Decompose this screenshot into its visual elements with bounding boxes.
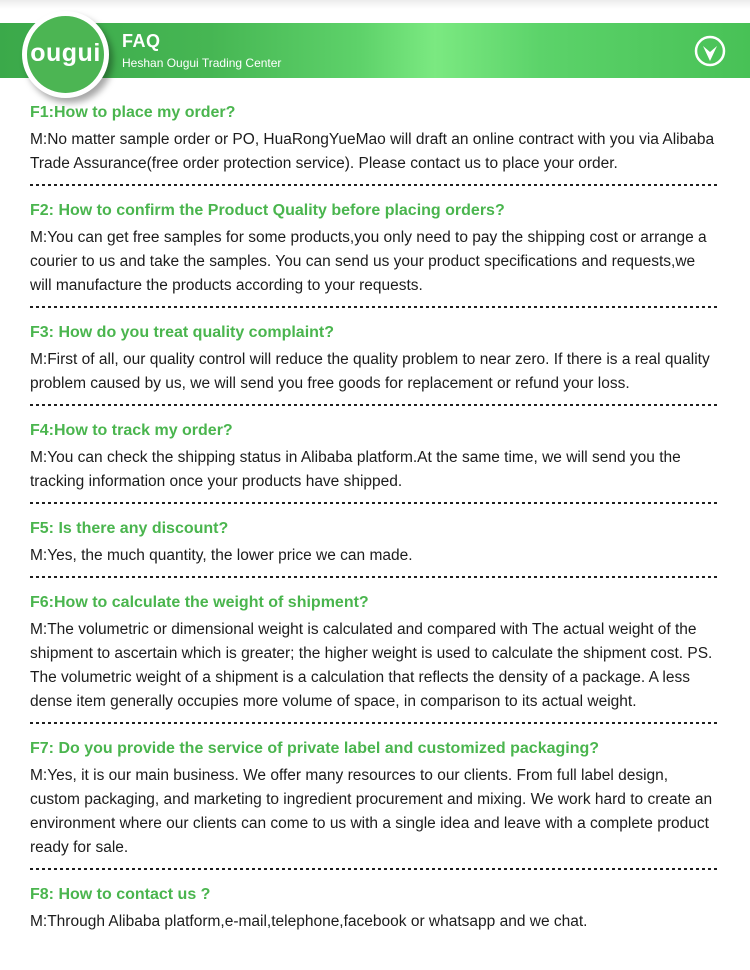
faq-item: [30, 870, 720, 942]
faq-answer: M:Through Alibaba platform,e-mail,telephone,facebook or whatsapp and we chat.: [30, 913, 588, 930]
faq-answer: M:No matter sample order or PO, HuaRongYueMao will draft an online contract with you via Alibaba Trade Assurance(free order protection service). Please contact us to place your order.: [30, 131, 715, 172]
faq-item: [30, 724, 720, 868]
faq-answer: M:You can get free samples for some products,you only need to pay the shipping cost or arrange a courier to us and take the samples. You can send us your product specifications and requests,we will manufacture the products according to your requests.: [30, 229, 707, 294]
faq-question: F4:How to track my order?: [30, 422, 233, 439]
chevron-down-icon[interactable]: [694, 35, 726, 67]
faq-item: [30, 406, 720, 502]
faq-question: F7: Do you provide the service of private label and customized packaging?: [30, 740, 600, 757]
faq-list: [30, 78, 720, 942]
faq-item: [30, 308, 720, 404]
faq-question: F3: How do you treat quality complaint?: [30, 324, 335, 341]
top-gap: [0, 9, 750, 23]
faq-question: F6:How to calculate the weight of shipment?: [30, 594, 369, 611]
company-logo: [22, 11, 109, 98]
faq-answer: M:First of all, our quality control will reduce the quality problem to near zero. If there is a real quality problem caused by us, we will send you free goods for replacement or refund your loss.: [30, 351, 710, 392]
faq-question: F1:How to place my order?: [30, 104, 236, 121]
logo-text: ougui: [30, 39, 101, 67]
faq-answer: M:Yes, it is our main business. We offer many resources to our clients. From full label design, custom packaging, and marketing to ingredient procurement and mixing. We work hard to create an environment where our clients can come to us with a single idea and leave with a complete product ready for sale.: [30, 767, 713, 856]
faq-question: F5: Is there any discount?: [30, 520, 229, 537]
faq-item: [30, 578, 720, 722]
faq-answer: M:You can check the shipping status in Alibaba platform.At the same time, we will send you the tracking information once your products have shipped.: [30, 449, 681, 490]
company-name: Heshan Ougui Trading Center: [122, 56, 282, 70]
faq-answer: M:The volumetric or dimensional weight is calculated and compared with The actual weight of the shipment to ascertain which is greater; the higher weight is used to calculate the shipment cost. PS. The volumetric weight of a shipment is a calculation that reflects the density of a package. A less dense item generally occupies more volume of space, in comparison to its actual weight.: [30, 621, 713, 710]
faq-question: F8: How to contact us ?: [30, 886, 211, 903]
faq-item: [30, 504, 720, 576]
page-top-strip: [0, 0, 750, 9]
faq-header-banner: [0, 23, 750, 78]
faq-answer: M:Yes, the much quantity, the lower price we can made.: [30, 547, 413, 564]
faq-item: [30, 186, 720, 306]
faq-question: F2: How to confirm the Product Quality before placing orders?: [30, 202, 505, 219]
page-title: FAQ: [122, 31, 161, 51]
faq-item: [30, 88, 720, 184]
banner-titles: [122, 31, 281, 70]
